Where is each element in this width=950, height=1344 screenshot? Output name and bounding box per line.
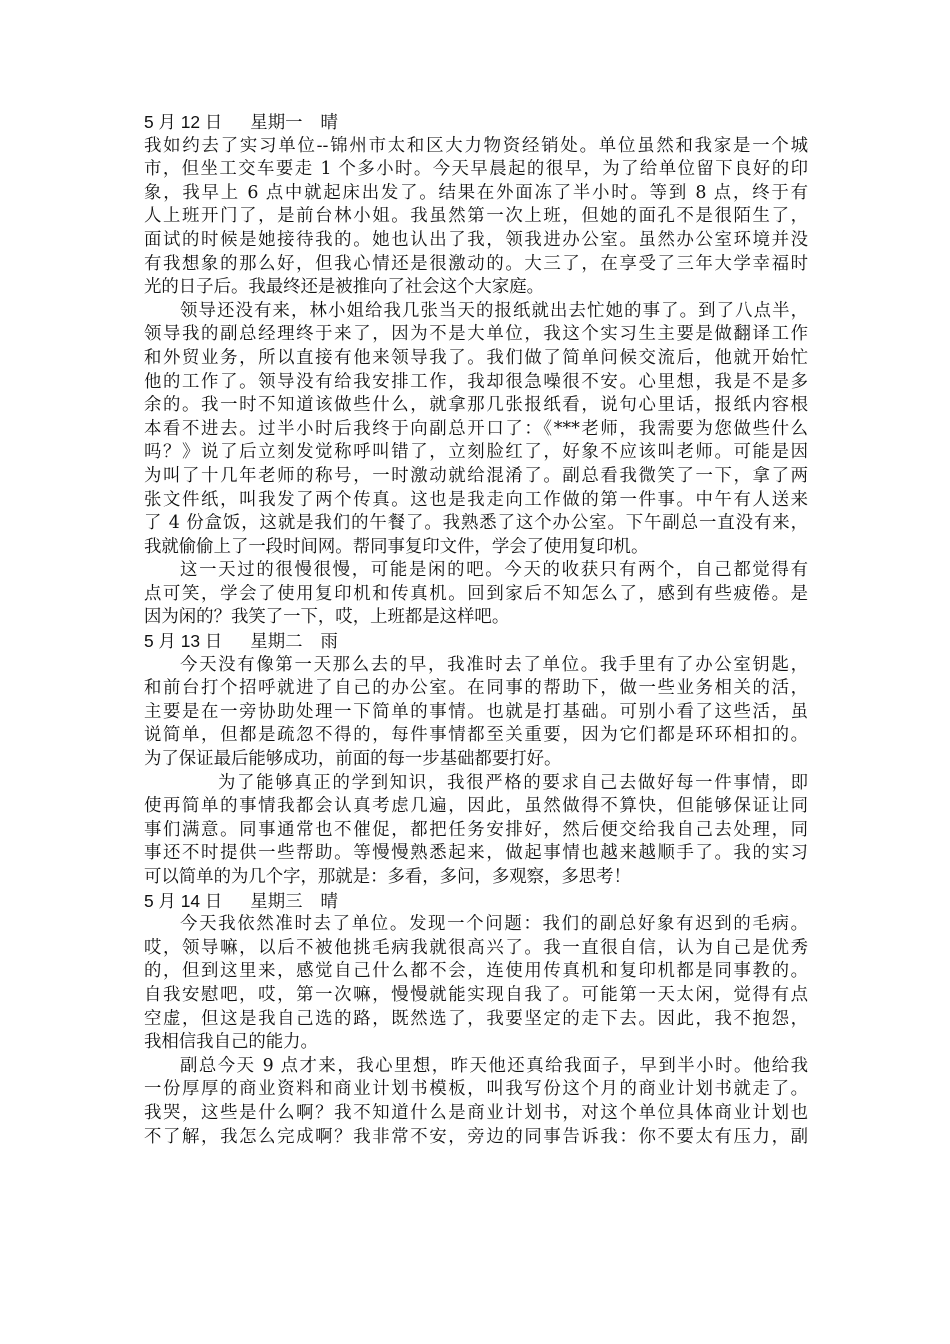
document-page [144, 111, 808, 1149]
text-line: 余的。我一时不知道该做些什么，就拿那几张报纸看，说句心里话，报纸内容根 [144, 395, 808, 416]
text-line: 市，但坐工交车要走 1 个多小时。今天早晨起的很早，为了给单位留下良好的印 [144, 159, 808, 180]
text-line: 因为闲的？我笑了一下，哎，上班都是这样吧。 [144, 607, 510, 628]
text-line: 领导我的副总经理终于来了，因为不是大单位，我这个实习生主要是做翻译工作 [144, 324, 808, 345]
text-line: 光的日子后。我最终还是被推向了社会这个大家庭。 [144, 277, 544, 298]
entry-heading [144, 111, 808, 135]
entry-weather: 雨 [320, 631, 338, 652]
entry-weekday: 星期二 [250, 631, 303, 652]
text-line: 我相信我自己的能力。 [144, 1032, 318, 1053]
entry-weather: 晴 [320, 890, 338, 911]
text-line: 我哭，这些是什么啊？我不知道什么是商业计划书，对这个单位具体商业计划也 [144, 1102, 808, 1123]
entry-date: 5 月 12 日 [144, 112, 223, 132]
text-line: 他的工作了。领导没有给我安排工作，我却很急噪很不安。心里想，我是不是多 [144, 371, 808, 392]
text-line: 一份厚厚的商业资料和商业计划书模板，叫我写份这个月的商业计划书就走了。 [144, 1079, 808, 1100]
text-line: 自我安慰吧，哎，第一次嘛，慢慢就能实现自我了。可能第一天太闲，觉得有点 [144, 984, 808, 1005]
text-line: 象，我早上 6 点中就起床出发了。结果在外面冻了半小时。等到 8 点，终于有 [144, 182, 808, 203]
text-line: 主要是在一旁协助处理一下简单的事情。也就是打基础。可别小看了这些活，虽 [144, 701, 808, 722]
entry-weather: 晴 [320, 112, 338, 132]
text-line: 事还不时提供一些帮助。等慢慢熟悉起来，做起事情也越来越顺手了。我的实习 [144, 843, 808, 864]
text-line: 领导还没有来，林小姐给我几张当天的报纸就出去忙她的事了。到了八点半， [180, 300, 808, 321]
text-line: 了 4 份盒饭，这就是我们的午餐了。我熟悉了这个办公室。下午副总一直没有来， [144, 513, 808, 534]
text-line: 为了保证最后能够成功，前面的每一步基础都要打好。 [144, 749, 562, 770]
text-line: 副总今天 9 点才来，我心里想，昨天他还真给我面子，早到半小时。他给我 [180, 1055, 808, 1076]
entry-heading [144, 630, 808, 654]
text-line: 和前台打个招呼就进了自己的办公室。在同事的帮助下，做一些业务相关的活， [144, 678, 808, 699]
text-line: 人上班开门了，是前台林小姐。我虽然第一次上班，但她的面孔不是很陌生了， [144, 206, 808, 227]
entry-weekday: 星期一 [250, 112, 303, 132]
entry-date: 5 月 14 日 [144, 890, 223, 911]
text-line: 说简单，但都是疏忽不得的，每件事情都至关重要，因为它们都是环环相扣的。 [144, 725, 808, 746]
entry-date: 5 月 13 日 [144, 631, 223, 652]
text-line: 事们满意。同事通常也不催促，都把任务安排好，然后便交给我自己去处理，同 [144, 819, 808, 840]
text-line: 为叫了十几年老师的称号，一时激动就给混淆了。副总看我微笑了一下，拿了两 [144, 465, 808, 486]
text-line: 今天没有像第一天那么去的早，我准时去了单位。我手里有了办公室钥匙， [180, 654, 808, 675]
text-line: 有我想象的那么好，但我心情还是很激动的。大三了，在享受了三年大学幸福时 [144, 253, 808, 274]
text-line: 可以简单的为几个字，那就是：多看，多问，多观察，多思考！ [144, 867, 631, 887]
text-line: 的，但到这里来，感觉自己什么都不会，连使用传真机和复印机都是同事教的。 [144, 961, 808, 982]
entry-weekday: 星期三 [250, 890, 303, 911]
text-line: 本看不进去。过半小时后我终于向副总开口了：《***老师，我需要为您做些什么 [144, 418, 808, 439]
text-line: 面试的时候是她接待我的。她也认出了我，领我进办公室。虽然办公室环境并没 [144, 229, 808, 250]
text-line: 和外贸业务，所以直接有他来领导我了。我们做了简单问候交流后，他就开始忙 [144, 347, 808, 368]
text-line: 这一天过的很慢很慢，可能是闲的吧。今天的收获只有两个，自己都觉得有 [180, 560, 808, 581]
text-line: 张文件纸，叫我发了两个传真。这也是我走向工作做的第一件事。中午有人送来 [144, 489, 808, 510]
text-line: 今天我依然准时去了单位。发现一个问题：我们的副总好象有迟到的毛病。 [180, 914, 808, 935]
entry-heading [144, 890, 808, 914]
text-line: 哎，领导嘛，以后不被他挑毛病我就很高兴了。我一直很自信，认为自己是优秀 [144, 937, 808, 958]
text-line: 点可笑，学会了使用复印机和传真机。回到家后不知怎么了，感到有些疲倦。是 [144, 583, 808, 604]
text-line: 使再简单的事情我都会认真考虑几遍，因此，虽然做得不算快，但能够保证让同 [144, 796, 808, 817]
text-line: 我如约去了实习单位--锦州市太和区大力物资经销处。单位虽然和我家是一个城 [144, 135, 808, 156]
text-line: 我就偷偷上了一段时间网。帮同事复印文件，学会了使用复印机。 [144, 536, 649, 557]
text-line: 为了能够真正的学到知识，我很严格的要求自己去做好每一件事情，即 [218, 772, 808, 793]
text-line: 不了解，我怎么完成啊？我非常不安，旁边的同事告诉我：你不要太有压力，副 [144, 1126, 808, 1147]
text-line: 空虚，但这是我自己选的路，既然选了，我要坚定的走下去。因此，我不抱怨， [144, 1008, 808, 1029]
text-line: 吗？》说了后立刻发觉称呼叫错了，立刻脸红了，好象不应该叫老师。可能是因 [144, 442, 808, 463]
